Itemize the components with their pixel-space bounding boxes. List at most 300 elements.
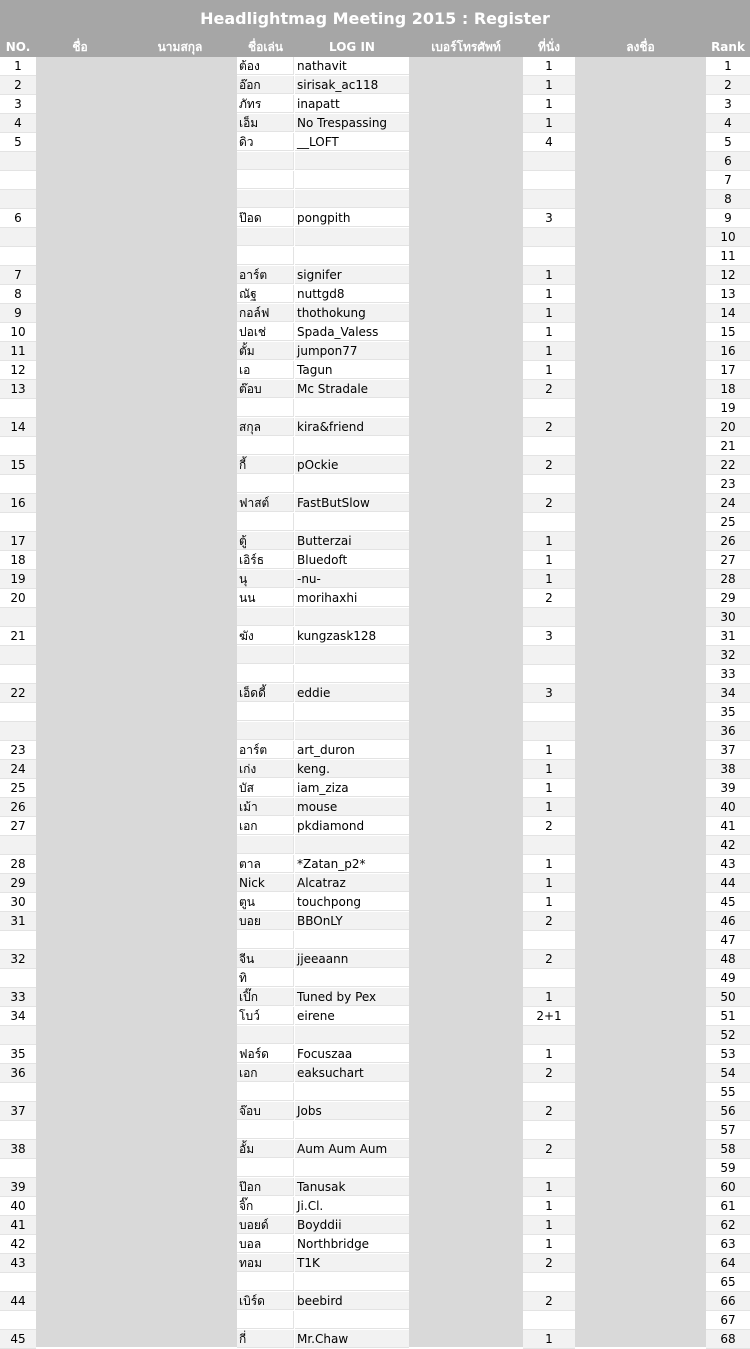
nickname-cell: Nick — [237, 874, 294, 892]
row-number-cell: 11 — [0, 342, 36, 361]
seats-cell — [523, 969, 575, 988]
nickname-cell: ตูน — [237, 893, 294, 911]
login-cell: kungzask128 — [295, 627, 409, 645]
table-row — [0, 551, 750, 570]
nickname-cell: ต๊อบ — [237, 380, 294, 398]
login-cell: Focuszaa — [295, 1045, 409, 1063]
rank-cell: 46 — [706, 912, 750, 931]
rank-cell: 9 — [706, 209, 750, 228]
seats-cell: 3 — [523, 209, 575, 228]
nickname-cell — [237, 646, 294, 664]
table-row — [0, 798, 750, 817]
login-cell: -nu- — [295, 570, 409, 588]
nickname-cell: เอ็ม — [237, 114, 294, 132]
table-row — [0, 1159, 750, 1178]
sheet-title: Headlightmag Meeting 2015 : Register — [0, 0, 750, 37]
rank-cell: 51 — [706, 1007, 750, 1026]
seats-cell: 1 — [523, 855, 575, 874]
nickname-cell: ตาล — [237, 855, 294, 873]
nickname-cell — [237, 152, 294, 170]
header-last-name: นามสกุล — [157, 40, 203, 54]
nickname-cell: จีน — [237, 950, 294, 968]
rank-cell: 25 — [706, 513, 750, 532]
nickname-cell: กี่ — [237, 1330, 294, 1348]
table-row — [0, 741, 750, 760]
rank-cell: 35 — [706, 703, 750, 722]
table-row — [0, 1178, 750, 1197]
seats-cell: 1 — [523, 1216, 575, 1235]
nickname-cell: เอก — [237, 1064, 294, 1082]
login-cell: touchpong — [295, 893, 409, 911]
table-row — [0, 912, 750, 931]
nickname-cell: ภัทร — [237, 95, 294, 113]
nickname-cell: ตู้ — [237, 532, 294, 550]
rank-cell: 24 — [706, 494, 750, 513]
rank-cell: 64 — [706, 1254, 750, 1273]
seats-cell: 3 — [523, 684, 575, 703]
rank-cell: 13 — [706, 285, 750, 304]
row-number-cell — [0, 513, 36, 532]
nickname-cell — [237, 931, 294, 949]
row-number-cell — [0, 836, 36, 855]
login-cell: Aum Aum Aum — [295, 1140, 409, 1158]
table-row — [0, 836, 750, 855]
rank-cell: 31 — [706, 627, 750, 646]
seats-cell — [523, 437, 575, 456]
login-cell — [295, 247, 409, 265]
seats-cell — [523, 399, 575, 418]
row-number-cell: 40 — [0, 1197, 36, 1216]
table-row — [0, 1121, 750, 1140]
row-number-cell: 13 — [0, 380, 36, 399]
table-row — [0, 570, 750, 589]
seats-cell: 1 — [523, 741, 575, 760]
table-row — [0, 589, 750, 608]
login-cell: Alcatraz — [295, 874, 409, 892]
nickname-cell — [237, 703, 294, 721]
header-rank: Rank — [711, 40, 745, 54]
nickname-cell: ป๊อด — [237, 209, 294, 227]
rank-cell: 29 — [706, 589, 750, 608]
nickname-cell — [237, 608, 294, 626]
row-number-cell: 24 — [0, 760, 36, 779]
table-row — [0, 171, 750, 190]
table-row — [0, 57, 750, 76]
table-row — [0, 285, 750, 304]
row-number-cell: 21 — [0, 627, 36, 646]
seats-cell: 1 — [523, 570, 575, 589]
row-number-cell: 6 — [0, 209, 36, 228]
row-number-cell: 14 — [0, 418, 36, 437]
nickname-cell — [237, 665, 294, 683]
seats-cell — [523, 931, 575, 950]
nickname-cell: กี้ — [237, 456, 294, 474]
seats-cell: 2 — [523, 589, 575, 608]
login-cell: keng. — [295, 760, 409, 778]
nickname-cell: เบิร์ด — [237, 1292, 294, 1310]
rank-cell: 45 — [706, 893, 750, 912]
login-cell — [295, 475, 409, 493]
row-number-cell — [0, 1026, 36, 1045]
rank-cell: 28 — [706, 570, 750, 589]
seats-cell — [523, 1159, 575, 1178]
table-row — [0, 1273, 750, 1292]
nickname-cell: อั้ม — [237, 1140, 294, 1158]
seats-cell — [523, 1121, 575, 1140]
rank-cell: 33 — [706, 665, 750, 684]
login-cell — [295, 703, 409, 721]
rank-cell: 17 — [706, 361, 750, 380]
login-cell: art_duron — [295, 741, 409, 759]
login-cell: jjeeaann — [295, 950, 409, 968]
login-cell: Mc Stradale — [295, 380, 409, 398]
nickname-cell — [237, 1083, 294, 1101]
login-cell: Tanusak — [295, 1178, 409, 1196]
seats-cell: 1 — [523, 266, 575, 285]
login-cell: beebird — [295, 1292, 409, 1310]
nickname-cell: อาร์ต — [237, 266, 294, 284]
login-cell: eirene — [295, 1007, 409, 1025]
rank-cell: 22 — [706, 456, 750, 475]
table-row — [0, 684, 750, 703]
row-number-cell: 9 — [0, 304, 36, 323]
rank-cell: 2 — [706, 76, 750, 95]
header-first-name: ชื่อ — [72, 40, 88, 54]
rank-cell: 16 — [706, 342, 750, 361]
nickname-cell — [237, 437, 294, 455]
nickname-cell: ดิว — [237, 133, 294, 151]
seats-cell: 2 — [523, 380, 575, 399]
rank-cell: 56 — [706, 1102, 750, 1121]
seats-cell: 2 — [523, 1102, 575, 1121]
table-row — [0, 1045, 750, 1064]
rank-cell: 68 — [706, 1330, 750, 1349]
rank-cell: 34 — [706, 684, 750, 703]
table-row — [0, 513, 750, 532]
rank-cell: 7 — [706, 171, 750, 190]
login-cell: pkdiamond — [295, 817, 409, 835]
table-row — [0, 1064, 750, 1083]
rank-cell: 37 — [706, 741, 750, 760]
nickname-cell: อ๊อก — [237, 76, 294, 94]
nickname-cell — [237, 722, 294, 740]
seats-cell: 3 — [523, 627, 575, 646]
login-cell: Jobs — [295, 1102, 409, 1120]
seats-cell: 4 — [523, 133, 575, 152]
seats-cell: 2 — [523, 1140, 575, 1159]
table-row — [0, 456, 750, 475]
table-row — [0, 646, 750, 665]
table-row — [0, 418, 750, 437]
table-row — [0, 760, 750, 779]
row-number-cell — [0, 1273, 36, 1292]
table-row — [0, 114, 750, 133]
row-number-cell: 38 — [0, 1140, 36, 1159]
rank-cell: 58 — [706, 1140, 750, 1159]
table-row — [0, 1083, 750, 1102]
header-signature: ลงชื่อ — [626, 40, 655, 54]
table-row — [0, 893, 750, 912]
table-row — [0, 190, 750, 209]
login-cell — [295, 1083, 409, 1101]
table-row — [0, 95, 750, 114]
login-cell: FastButSlow — [295, 494, 409, 512]
header-nickname: ชื่อเล่น — [247, 40, 283, 54]
rank-cell: 14 — [706, 304, 750, 323]
nickname-cell — [237, 1026, 294, 1044]
seats-cell — [523, 1026, 575, 1045]
row-number-cell: 26 — [0, 798, 36, 817]
row-number-cell: 22 — [0, 684, 36, 703]
row-number-cell — [0, 1083, 36, 1102]
row-number-cell: 45 — [0, 1330, 36, 1349]
rank-cell: 49 — [706, 969, 750, 988]
row-number-cell: 16 — [0, 494, 36, 513]
rank-cell: 36 — [706, 722, 750, 741]
seats-cell: 1 — [523, 1235, 575, 1254]
seats-cell — [523, 475, 575, 494]
nickname-cell — [237, 190, 294, 208]
seats-cell: 1 — [523, 361, 575, 380]
row-number-cell: 23 — [0, 741, 36, 760]
login-cell — [295, 1311, 409, 1329]
nickname-cell — [237, 171, 294, 189]
seats-cell — [523, 171, 575, 190]
table-row — [0, 247, 750, 266]
table-row — [0, 1292, 750, 1311]
seats-cell: 1 — [523, 76, 575, 95]
nickname-cell: ทอม — [237, 1254, 294, 1272]
login-cell — [295, 1159, 409, 1177]
row-number-cell — [0, 646, 36, 665]
nickname-cell: บอยด์ — [237, 1216, 294, 1234]
nickname-cell: จิ๊ก — [237, 1197, 294, 1215]
nickname-cell — [237, 399, 294, 417]
seats-cell: 2 — [523, 1254, 575, 1273]
seats-cell — [523, 722, 575, 741]
rank-cell: 55 — [706, 1083, 750, 1102]
nickname-cell: ฟอร์ด — [237, 1045, 294, 1063]
nickname-cell — [237, 1311, 294, 1329]
row-number-cell — [0, 703, 36, 722]
table-row — [0, 342, 750, 361]
rank-cell: 40 — [706, 798, 750, 817]
nickname-cell — [237, 1121, 294, 1139]
row-number-cell: 35 — [0, 1045, 36, 1064]
seats-cell: 1 — [523, 57, 575, 76]
header-login: LOG IN — [329, 40, 375, 54]
rank-cell: 61 — [706, 1197, 750, 1216]
table-row — [0, 228, 750, 247]
login-cell — [295, 228, 409, 246]
nickname-cell — [237, 1273, 294, 1291]
row-number-cell — [0, 722, 36, 741]
seats-cell: 2 — [523, 817, 575, 836]
table-row — [0, 304, 750, 323]
table-row — [0, 608, 750, 627]
row-number-cell — [0, 931, 36, 950]
login-cell: T1K — [295, 1254, 409, 1272]
nickname-cell: ตั้ม — [237, 342, 294, 360]
rank-cell: 53 — [706, 1045, 750, 1064]
row-number-cell: 32 — [0, 950, 36, 969]
nickname-cell: ฆัง — [237, 627, 294, 645]
login-cell — [295, 190, 409, 208]
login-cell — [295, 1273, 409, 1291]
login-cell: jumpon77 — [295, 342, 409, 360]
seats-cell — [523, 665, 575, 684]
nickname-cell: นุ — [237, 570, 294, 588]
login-cell — [295, 513, 409, 531]
row-number-cell: 7 — [0, 266, 36, 285]
table-row — [0, 874, 750, 893]
login-cell: inapatt — [295, 95, 409, 113]
nickname-cell: เอ — [237, 361, 294, 379]
table-row — [0, 950, 750, 969]
table-row — [0, 437, 750, 456]
login-cell: nathavit — [295, 57, 409, 75]
table-row — [0, 1140, 750, 1159]
row-number-cell — [0, 247, 36, 266]
login-cell: Ji.Cl. — [295, 1197, 409, 1215]
seats-cell — [523, 608, 575, 627]
nickname-cell: ป๊อก — [237, 1178, 294, 1196]
login-cell — [295, 931, 409, 949]
seats-cell: 1 — [523, 1178, 575, 1197]
rank-cell: 15 — [706, 323, 750, 342]
nickname-cell: นน — [237, 589, 294, 607]
row-number-cell: 41 — [0, 1216, 36, 1235]
row-number-cell: 39 — [0, 1178, 36, 1197]
rank-cell: 26 — [706, 532, 750, 551]
nickname-cell: กอล์ฟ — [237, 304, 294, 322]
row-number-cell: 10 — [0, 323, 36, 342]
login-cell: sirisak_ac118 — [295, 76, 409, 94]
rank-cell: 20 — [706, 418, 750, 437]
login-cell — [295, 152, 409, 170]
rank-cell: 41 — [706, 817, 750, 836]
rank-cell: 10 — [706, 228, 750, 247]
seats-cell: 2 — [523, 456, 575, 475]
row-number-cell — [0, 608, 36, 627]
login-cell: Tuned by Pex — [295, 988, 409, 1006]
seats-cell: 1 — [523, 760, 575, 779]
seats-cell: 1 — [523, 95, 575, 114]
seats-cell: 1 — [523, 532, 575, 551]
table-row — [0, 1102, 750, 1121]
nickname-cell — [237, 836, 294, 854]
row-number-cell: 37 — [0, 1102, 36, 1121]
row-number-cell: 31 — [0, 912, 36, 931]
login-cell — [295, 171, 409, 189]
login-cell: Mr.Chaw — [295, 1330, 409, 1348]
table-row — [0, 1216, 750, 1235]
row-number-cell — [0, 969, 36, 988]
rank-cell: 1 — [706, 57, 750, 76]
row-number-cell: 15 — [0, 456, 36, 475]
login-cell: morihaxhi — [295, 589, 409, 607]
seats-cell: 1 — [523, 874, 575, 893]
seats-cell: 1 — [523, 988, 575, 1007]
rank-cell: 38 — [706, 760, 750, 779]
row-number-cell — [0, 399, 36, 418]
seats-cell: 1 — [523, 1330, 575, 1349]
login-cell — [295, 722, 409, 740]
row-number-cell: 25 — [0, 779, 36, 798]
seats-cell: 2 — [523, 1064, 575, 1083]
table-row — [0, 627, 750, 646]
nickname-cell — [237, 247, 294, 265]
nickname-cell — [237, 513, 294, 531]
rank-cell: 50 — [706, 988, 750, 1007]
row-number-cell — [0, 665, 36, 684]
nickname-cell: บอย — [237, 912, 294, 930]
header-seats: ที่นั่ง — [538, 40, 560, 54]
table-row — [0, 722, 750, 741]
seats-cell: 1 — [523, 285, 575, 304]
login-cell — [295, 1121, 409, 1139]
login-cell — [295, 969, 409, 987]
table-row — [0, 323, 750, 342]
row-number-cell — [0, 1121, 36, 1140]
login-cell — [295, 437, 409, 455]
seats-cell: 2 — [523, 912, 575, 931]
rank-cell: 11 — [706, 247, 750, 266]
seats-cell — [523, 703, 575, 722]
seats-cell — [523, 513, 575, 532]
row-number-cell: 2 — [0, 76, 36, 95]
seats-cell: 1 — [523, 551, 575, 570]
rank-cell: 39 — [706, 779, 750, 798]
table-row — [0, 152, 750, 171]
rank-cell: 4 — [706, 114, 750, 133]
row-number-cell — [0, 171, 36, 190]
login-cell: Bluedoft — [295, 551, 409, 569]
login-cell — [295, 646, 409, 664]
nickname-cell: จ๊อบ — [237, 1102, 294, 1120]
table-row — [0, 475, 750, 494]
row-number-cell: 5 — [0, 133, 36, 152]
nickname-cell: เปิ๊ก — [237, 988, 294, 1006]
rank-cell: 52 — [706, 1026, 750, 1045]
row-number-cell: 3 — [0, 95, 36, 114]
table-row — [0, 266, 750, 285]
seats-cell: 1 — [523, 779, 575, 798]
nickname-cell: เก่ง — [237, 760, 294, 778]
rank-cell: 30 — [706, 608, 750, 627]
table-row — [0, 988, 750, 1007]
nickname-cell: โบว์ — [237, 1007, 294, 1025]
table-row — [0, 703, 750, 722]
seats-cell — [523, 247, 575, 266]
nickname-cell: เอิร์ธ — [237, 551, 294, 569]
nickname-cell: บัส — [237, 779, 294, 797]
row-number-cell — [0, 152, 36, 171]
login-cell — [295, 608, 409, 626]
login-cell — [295, 1026, 409, 1044]
seats-cell — [523, 1311, 575, 1330]
table-row — [0, 361, 750, 380]
login-cell: nuttgd8 — [295, 285, 409, 303]
rank-cell: 60 — [706, 1178, 750, 1197]
seats-cell — [523, 1273, 575, 1292]
seats-cell: 2 — [523, 418, 575, 437]
row-number-cell — [0, 1311, 36, 1330]
rank-cell: 57 — [706, 1121, 750, 1140]
seats-cell: 1 — [523, 798, 575, 817]
rank-cell: 27 — [706, 551, 750, 570]
table-row — [0, 494, 750, 513]
